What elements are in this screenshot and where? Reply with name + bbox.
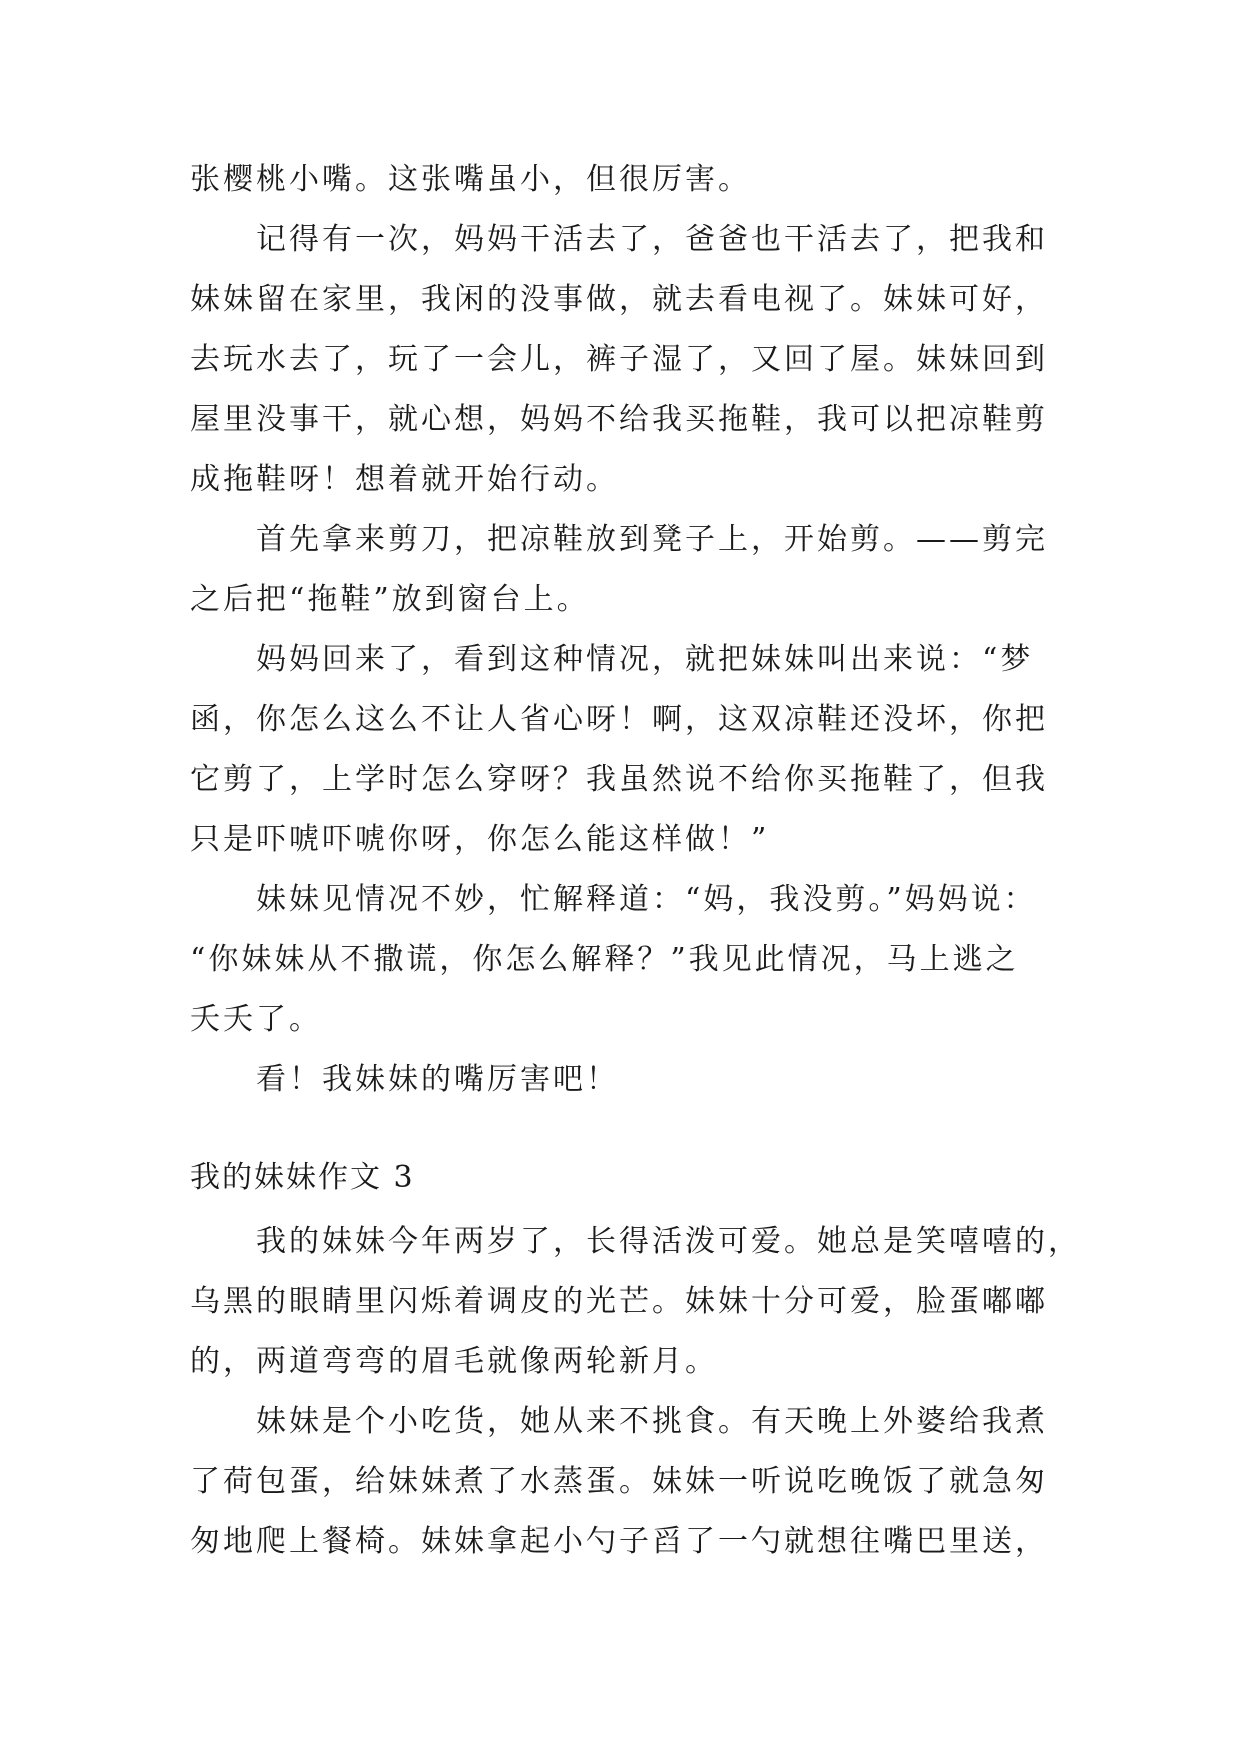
paragraph-line: 妹妹是个小吃货，她从来不挑食。有天晚上外婆给我煮	[256, 1404, 1048, 1439]
paragraph-line: 的，两道弯弯的眉毛就像两轮新月。	[190, 1344, 718, 1379]
paragraph-line: 屋里没事干，就心想，妈妈不给我买拖鞋，我可以把凉鞋剪	[190, 402, 1048, 437]
paragraph-line: 函，你怎么这么不让人省心呀！啊，这双凉鞋还没坏，你把	[190, 702, 1048, 737]
paragraph-line: 成拖鞋呀！想着就开始行动。	[190, 462, 619, 497]
paragraph-line: 夭夭了。	[190, 1002, 322, 1037]
paragraph-line: 看！我妹妹的嘴厉害吧！	[256, 1062, 619, 1097]
paragraph-line: 首先拿来剪刀，把凉鞋放到凳子上，开始剪。——剪完	[256, 522, 1048, 557]
paragraph-line: 了荷包蛋，给妹妹煮了水蒸蛋。妹妹一听说吃晚饭了就急匆	[190, 1464, 1048, 1499]
paragraph-line: 之后把“拖鞋”放到窗台上。	[190, 582, 590, 617]
paragraph-line: 匆地爬上餐椅。妹妹拿起小勺子舀了一勺就想往嘴巴里送，	[190, 1524, 1048, 1559]
section-title: 我的妹妹作文 3	[190, 1160, 415, 1195]
paragraph-line: 我的妹妹今年两岁了，长得活泼可爱。她总是笑嘻嘻的，	[256, 1224, 1081, 1259]
paragraph-line: 妹妹见情况不妙，忙解释道：“妈，我没剪。”妈妈说：	[256, 882, 1037, 917]
paragraph-line: 妹妹留在家里，我闲的没事做，就去看电视了。妹妹可好，	[190, 282, 1048, 317]
paragraph-line: 它剪了，上学时怎么穿呀？我虽然说不给你买拖鞋了，但我	[190, 762, 1048, 797]
paragraph-line: 记得有一次，妈妈干活去了，爸爸也干活去了，把我和	[256, 222, 1048, 257]
paragraph-line: 只是吓唬吓唬你呀，你怎么能这样做！”	[190, 822, 770, 857]
paragraph-line: 乌黑的眼睛里闪烁着调皮的光芒。妹妹十分可爱，脸蛋嘟嘟	[190, 1284, 1048, 1319]
paragraph-line: 妈妈回来了，看到这种情况，就把妹妹叫出来说：“梦	[256, 642, 1034, 677]
essay-3-body	[190, 1212, 1081, 1572]
essay-2-body	[190, 150, 1070, 1110]
paragraph-line: “你妹妹从不撒谎，你怎么解释？”我见此情况，马上逃之	[190, 942, 1019, 977]
paragraph-line: 去玩水去了，玩了一会儿，裤子湿了，又回了屋。妹妹回到	[190, 342, 1048, 377]
paragraph-line: 张樱桃小嘴。这张嘴虽小，但很厉害。	[190, 162, 751, 197]
